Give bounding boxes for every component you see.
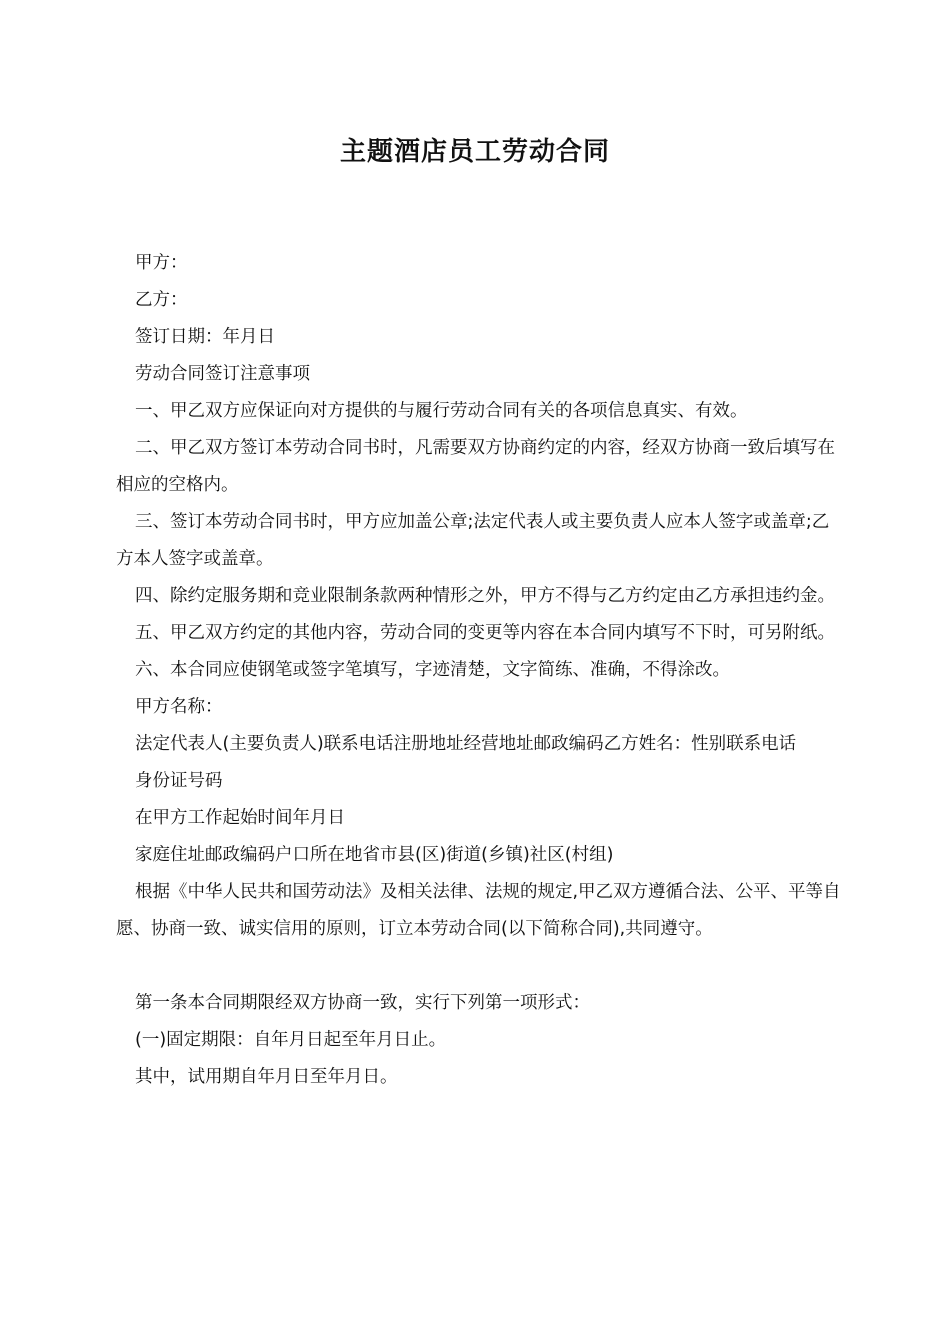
paragraph-sign-date: 签订日期：年月日 [135, 327, 275, 347]
paragraph-party-a-name: 甲方名称： [135, 697, 223, 717]
paragraph-legal-basis: 根据《中华人民共和国劳动法》及相关法律、法规的规定,甲乙双方遵循合法、公平、平等自愿、协商一致、诚实信用的原则，订立本劳动合同(以下简称合同),共同遵守。 [116, 882, 841, 939]
paragraph-notice-6: 六、本合同应使钢笔或签字笔填写，字迹清楚，文字简练、准确，不得涂改。 [135, 660, 730, 680]
document-body [116, 245, 846, 1096]
paragraph-probation: 其中，试用期自年月日至年月日。 [135, 1067, 398, 1087]
paragraph-fixed-term: (一)固定期限：自年月日起至年月日止。 [135, 1030, 447, 1050]
paragraph-party-a: 甲方： [135, 253, 188, 273]
paragraph-party-info: 法定代表人(主要负责人)联系电话注册地址经营地址邮政编码乙方姓名：性别联系电话 [135, 734, 797, 754]
paragraph-notice-4: 四、除约定服务期和竞业限制条款两种情形之外，甲方不得与乙方约定由乙方承担违约金。 [135, 586, 835, 606]
paragraph-notice-2: 二、甲乙双方签订本劳动合同书时，凡需要双方协商约定的内容，经双方协商一致后填写在相应的空格内。 [116, 438, 835, 495]
paragraph-id-number: 身份证号码 [135, 771, 223, 791]
paragraph-start-date: 在甲方工作起始时间年月日 [135, 808, 345, 828]
document-title: 主题酒店员工劳动合同 [339, 137, 610, 167]
paragraph-notice-heading: 劳动合同签订注意事项 [135, 364, 310, 384]
paragraph-notice-5: 五、甲乙双方约定的其他内容，劳动合同的变更等内容在本合同内填写不下时，可另附纸。 [135, 623, 835, 643]
paragraph-article-1: 第一条本合同期限经双方协商一致，实行下列第一项形式： [135, 993, 590, 1013]
paragraph-home-address: 家庭住址邮政编码户口所在地省市县(区)街道(乡镇)社区(村组) [135, 845, 614, 865]
paragraph-notice-3: 三、签订本劳动合同书时，甲方应加盖公章;法定代表人或主要负责人应本人签字或盖章;乙方本人签字或盖章。 [116, 512, 830, 569]
paragraph-party-b: 乙方： [135, 290, 188, 310]
paragraph-notice-1: 一、甲乙双方应保证向对方提供的与履行劳动合同有关的各项信息真实、有效。 [135, 401, 748, 421]
paragraph-gap [116, 948, 846, 985]
